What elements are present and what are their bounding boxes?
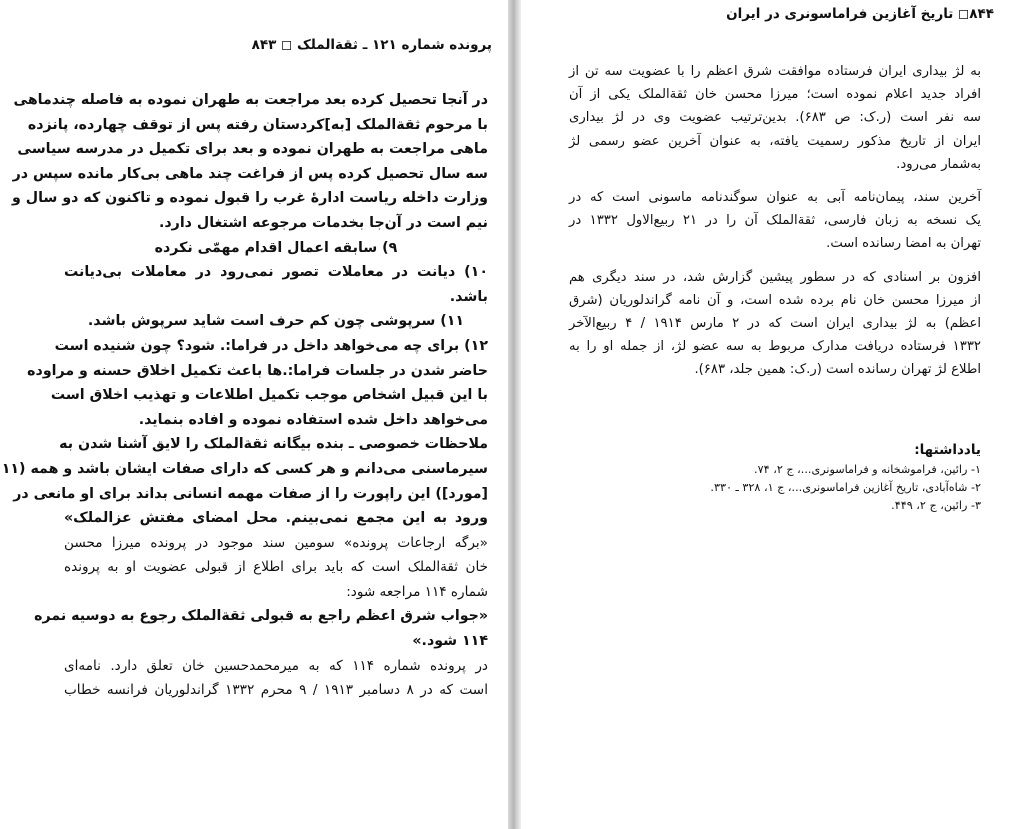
body-line: اعظم) به لژ بیداری ایران است که در ۲ مارس ۱۹۱۴ / ۴ ربیع‌الآخر [569,315,982,331]
body-line: ۱۳۳۲ فرستاده دریافت مدارک مربوط به سه عضو لژ، از جمله او را به [569,339,981,355]
body-line: در پرونده شماره ۱۱۴ که به میرمحمدحسین خان تعلق دارد. نامه‌ای [64,657,488,674]
paragraph-gap [569,176,981,186]
footnote-item: ۳- رائین، ج ۲، ۴۴۹. [891,499,981,512]
footnote-item: ۱- رائین، فراموشخانه و فراماسونری...، ج ۲، ۷۴. [754,463,981,476]
body-line: «برگه ارجاعات پرونده» سومین سند موجود در پرونده میرزا محسن [64,534,488,551]
body-line: ۱۱۴ شود.» [412,633,488,650]
book-gutter [508,0,521,829]
body-line: سه سال تحصیل کرده پس از فراغت چند ماهی بی‌کار مانده سپس در [12,165,488,182]
body-line: ورود به این مجمع نمی‌بینم. محل امضای مفتش عزالملک» [64,510,488,527]
body-line: به لژ بیداری ایران فرستاده موافقت شرق اعظم را با عضویت سه تن از [569,64,981,79]
body-line: است که در ۸ دسامبر ۱۹۱۳ / ۹ محرم ۱۳۳۲ گراندلوریان فرانسه خطاب [64,682,488,699]
body-line: سه نفر است (ر.ک: ص ۶۸۳). بدین‌ترتیب عضویت وی در لژ بیداری [569,110,981,126]
body-line: ۱۱) سرپوشی چون کم حرف است شاید سرپوش باشد. [87,313,465,330]
footnotes-title: یادداشتها: [914,442,981,458]
paragraph-gap [569,256,981,266]
body-line: خان ثقةالملک است که باید برای اطلاع از قبولی عضویت او به پرونده [64,559,488,576]
body-line: با این قبیل اشخاص موجب تکمیل اطلاعات و تهذیب اخلاق است [50,387,488,404]
footnote-item: ۲- شاه‌آبادی، تاریخ آغازین فراماسونری...، ج ۱، ۳۲۸ ـ ۳۳۰. [710,481,981,494]
body-line: [مورد]) این راپورت را از صفات مهمه انسانی بداند برای او مانعی در [13,485,488,502]
body-line: شماره ۱۱۴ مراجعه شود: [346,583,488,600]
body-line: حاضر شدن در جلسات فراما:.ها باعث تکمیل اخلاق حسنه و مراوده [27,362,488,379]
body-line: ماهی مراجعت به طهران نموده و بعد برای تکمیل در مدرسه سیاسی [17,141,488,158]
body-line: وزارت داخله ریاست ادارهٔ غرب را قبول نموده و تاکنون که دو سال و [12,190,488,207]
body-line: ملاحظات خصوصی ـ بنده بیگانه ثقةالملک را لایق آشنا شدن به [59,436,488,453]
body-line: ۱۰) دیانت در معاملات تصور نمی‌رود در معاملات بی‌دیانت [64,264,488,281]
body-line: «جواب شرق اعظم راجع به قبولی ثقةالملک رجوع به دوسیه نمره [34,608,488,625]
body-line: با مرحوم ثقةالملک [به]کردستان رفته پس از توقف چهارده، پانزده [27,116,488,133]
body-line: تهران به امضا رسانده است. [826,236,981,252]
left-page-header: پرونده شماره ۱۲۱ ـ ثقةالملک ◻ ۸۴۳ [251,37,492,53]
body-line: افراد جدید اعلام نموده است؛ میرزا محسن خان ثقةالملک یکی از آن [569,87,981,103]
footnotes [671,439,981,515]
body-line: آخرین سند، پیمان‌نامه آبی به عنوان سوگندنامه ماسونی است که در [569,189,981,205]
body-line: می‌خواهد داخل شده استفاده نموده و افاده بنماید. [138,411,488,428]
right-page [521,0,1017,829]
body-line: افزون بر اسنادی که در سطور پیشین گزارش شد، در سند دیگری هم [569,269,981,285]
body-line: سیرماسنی می‌دانم و هر کسی که دارای صفات ایشان باشد و همه (۱۱ [1,460,488,477]
body-line: اطلاع لژ تهران رسانده است (ر.ک: همین جلد، ۶۸۳). [694,362,981,378]
body-line: به‌شمار می‌رود. [896,156,981,172]
left-page [0,0,508,829]
footnotes-list [671,461,981,515]
left-page-body [1,88,488,703]
body-line: در آنجا تحصیل کرده بعد مراجعت به طهران نموده به فاصله چندماهی [13,92,488,108]
right-page-body [569,60,981,381]
right-page-header: ۸۴۴◻ تاریخ آغازین فراماسونری در ایران [726,6,994,22]
body-line: ۹) سابقه اعمال اقدام مهمّی نکرده [154,239,398,256]
body-line: ۱۲) برای چه می‌خواهد داخل در فراما:. شود؟ چون شنیده است [54,337,488,354]
body-line: نیم است در آن‌جا بخدمات مرجوعه اشتغال دارد. [158,214,488,231]
body-line: باشد. [449,288,488,305]
body-line: از میرزا محسن خان نام برده شده است، و آن نامه گراندلوریان (شرق [569,292,981,308]
body-line: ایران از تاریخ مذکور رسمیت یافته، به عنوان آخرین عضو رسمی لژ [569,133,981,149]
body-line: یک نسخه به زبان فارسی، ثقةالملک آن را در ۲۱ ربیع‌الاول ۱۳۳۲ در [569,213,981,229]
